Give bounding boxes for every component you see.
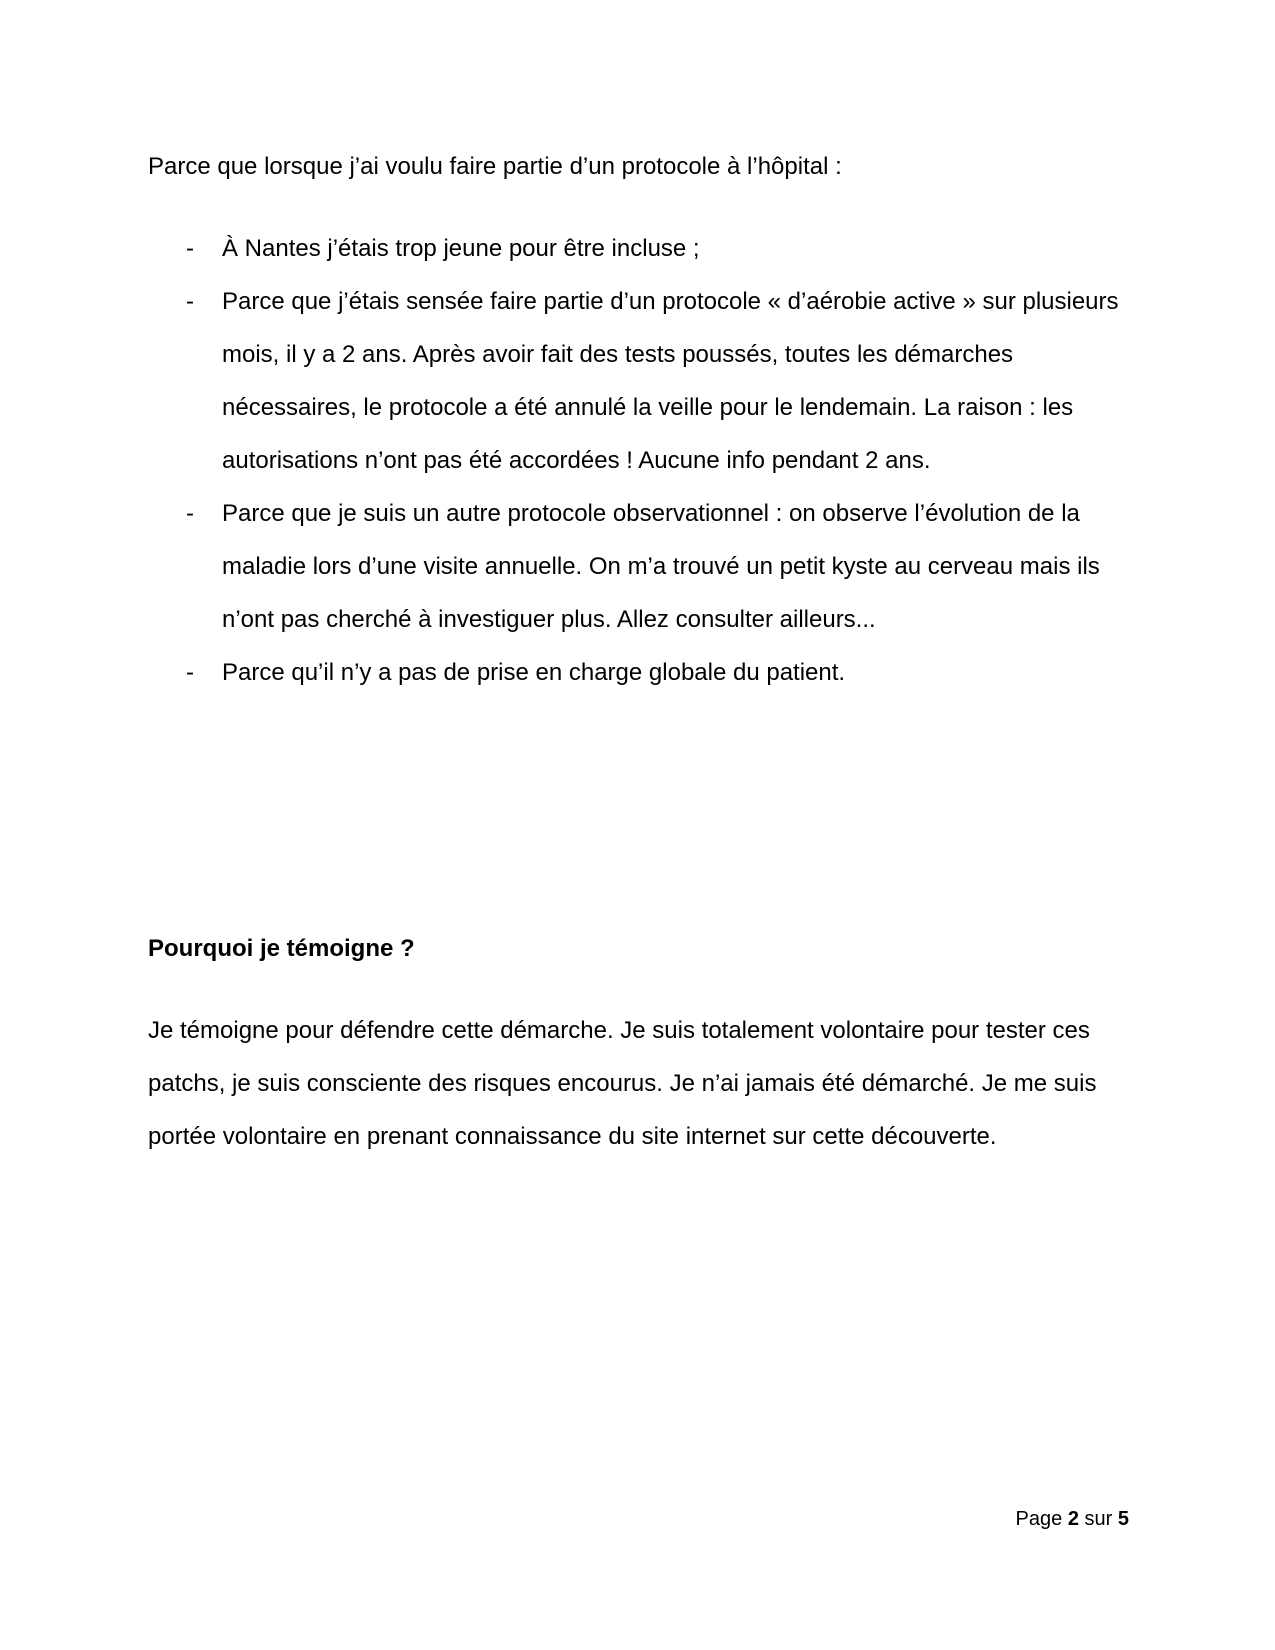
body-paragraph: Je témoigne pour défendre cette démarche. Je suis totalement volontaire pour tester ces patchs, je suis consciente des risques encourus. Je n’ai jamais été démarché. Je me suis portée volontaire en prenant connaissance du site internet sur cette découverte. bbox=[148, 1017, 1097, 1150]
intro-text: Parce que lorsque j’ai voulu faire partie d’un protocole à l’hôpital : bbox=[148, 153, 842, 180]
page-label: Page bbox=[1015, 1508, 1063, 1530]
current-page-number: 2 bbox=[1067, 1508, 1079, 1530]
list-item bbox=[148, 275, 1138, 487]
list-item-text: Parce que j’étais sensée faire partie d’un protocole « d’aérobie active » sur plusieurs mois, il y a 2 ans. Après avoir fait des tests poussés, toutes les démarches nécessaires, le protocole a été annulé la veille pour le lendemain. La raison : les autorisations n’ont pas été accordées ! Aucune info pendant 2 ans. bbox=[222, 288, 1119, 474]
bullet-marker: - bbox=[186, 500, 194, 527]
total-pages-number: 5 bbox=[1117, 1508, 1129, 1530]
section-heading: Pourquoi je témoigne ? bbox=[148, 935, 415, 962]
bullet-marker: - bbox=[186, 659, 194, 686]
bullet-list bbox=[148, 222, 1138, 699]
list-item bbox=[148, 646, 1138, 699]
page-footer bbox=[1016, 1505, 1129, 1533]
of-label: sur bbox=[1084, 1508, 1113, 1530]
bullet-marker: - bbox=[186, 288, 194, 315]
list-item-text: À Nantes j’étais trop jeune pour être incluse ; bbox=[222, 235, 700, 262]
list-item bbox=[148, 487, 1138, 646]
bullet-marker: - bbox=[186, 235, 194, 262]
list-item-text: Parce que je suis un autre protocole observationnel : on observe l’évolution de la maladie lors d’une visite annuelle. On m’a trouvé un petit kyste au cerveau mais ils n’ont pas cherché à investiguer plus. Allez consulter ailleurs... bbox=[222, 500, 1100, 633]
list-item-text: Parce qu’il n’y a pas de prise en charge globale du patient. bbox=[222, 659, 846, 686]
list-item bbox=[148, 222, 1138, 275]
